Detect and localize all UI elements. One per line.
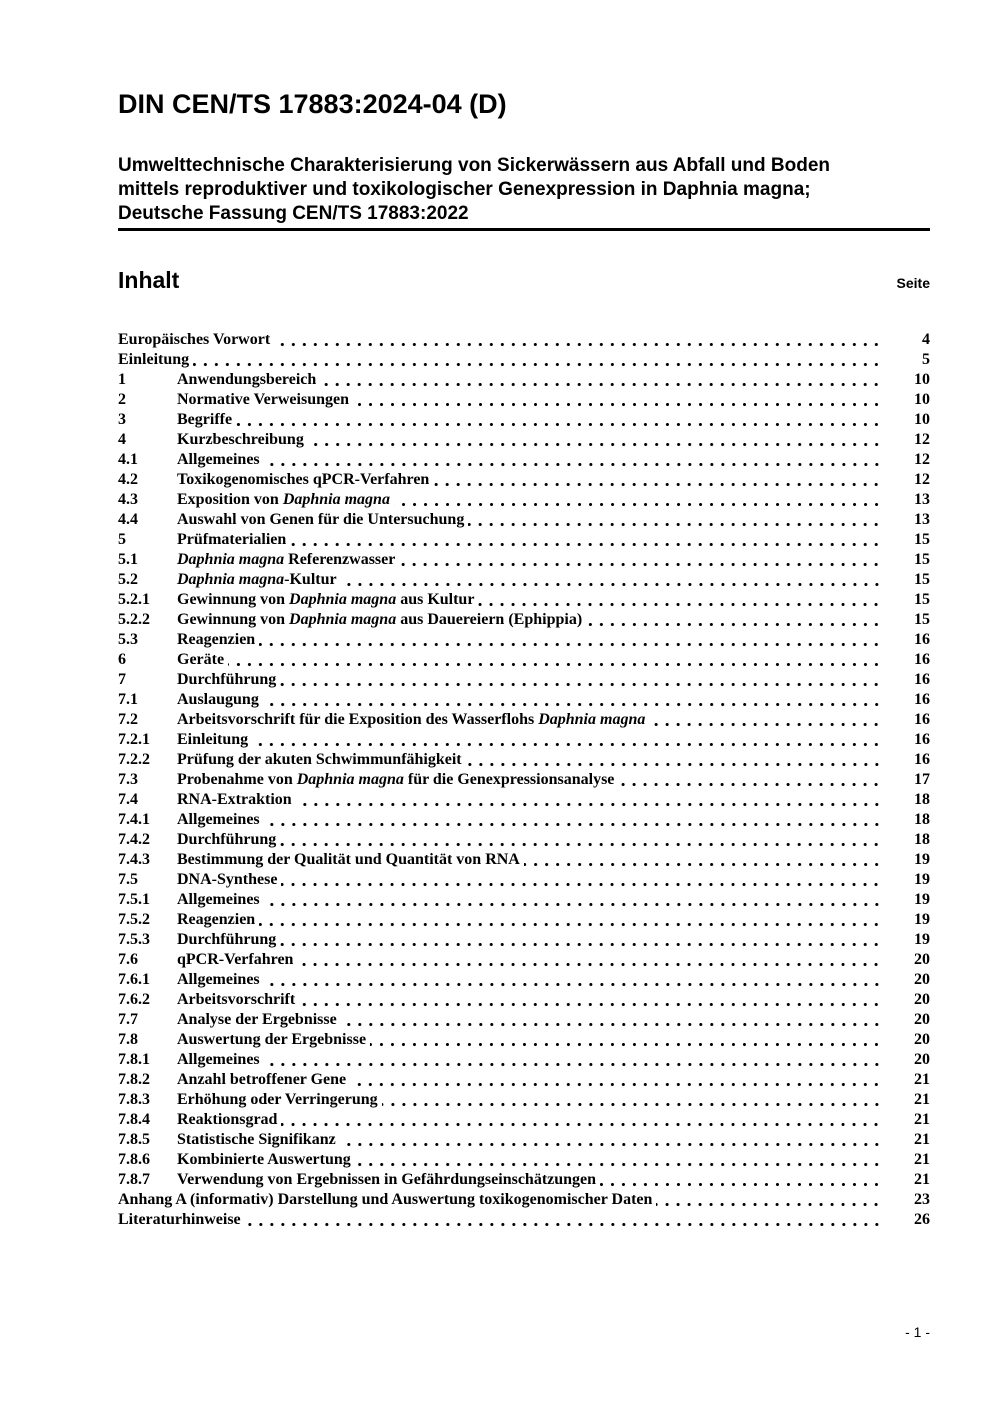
toc-entry-title: Arbeitsvorschrift für die Exposition des Wasserflohs Daphnia magna xyxy=(177,711,646,728)
toc-leader-dots xyxy=(259,630,882,650)
toc-entry-page: 20 xyxy=(914,951,930,968)
toc-entry xyxy=(118,470,930,490)
toc-leader-dots xyxy=(600,1170,882,1190)
toc-entry-number: 7.4 xyxy=(118,791,138,808)
toc-entry-title: Analyse der Ergebnisse xyxy=(177,1011,337,1028)
document-title xyxy=(118,154,930,226)
toc-leader-dots xyxy=(308,430,882,450)
toc-entry-number: 7.4.2 xyxy=(118,831,150,848)
toc-entry-number: 7.8.1 xyxy=(118,1051,150,1068)
toc-leader-dots xyxy=(370,1030,882,1050)
toc-leader-dots xyxy=(259,910,882,930)
toc-heading: Inhalt xyxy=(118,267,180,293)
toc-entry-title: qPCR-Verfahren xyxy=(177,951,294,968)
toc-entry-title: Allgemeines xyxy=(177,971,260,988)
toc-entry-title: Durchführung xyxy=(177,931,277,948)
toc-leader-dots xyxy=(350,1070,882,1090)
toc-entry-number: 7.6.1 xyxy=(118,971,150,988)
toc-entry-page: 21 xyxy=(914,1171,930,1188)
toc-entry-page: 15 xyxy=(914,591,930,608)
toc-entry xyxy=(118,1150,930,1170)
toc-leader-dots xyxy=(281,1110,882,1130)
toc-entry-page: 19 xyxy=(914,891,930,908)
toc-entry-number: 7.8.5 xyxy=(118,1131,150,1148)
toc-entry-page: 15 xyxy=(914,611,930,628)
toc-entry xyxy=(118,850,930,870)
toc-entry-page: 21 xyxy=(914,1091,930,1108)
toc-entry xyxy=(118,370,930,390)
toc-leader-dots xyxy=(280,930,882,950)
toc-leader-dots xyxy=(433,470,882,490)
toc-entry-page: 10 xyxy=(914,411,930,428)
toc-leader-dots xyxy=(466,750,882,770)
toc-entry-number: 7.4.3 xyxy=(118,851,150,868)
toc-entry-title: Allgemeines xyxy=(177,891,260,908)
toc-entry-number: 4.1 xyxy=(118,451,138,468)
toc-entry xyxy=(118,330,930,350)
toc-entry xyxy=(118,1010,930,1030)
toc-entry-title: Durchführung xyxy=(177,831,277,848)
toc-entry-number: 5.1 xyxy=(118,551,138,568)
toc-leader-dots xyxy=(252,730,882,750)
toc-entry-number: 6 xyxy=(118,651,126,668)
toc-entry-number: 7.5 xyxy=(118,871,138,888)
toc-entry-page: 4 xyxy=(922,331,930,348)
toc-entry xyxy=(118,1170,930,1190)
toc-entry-title: Begriffe xyxy=(177,411,233,428)
toc-entry xyxy=(118,1110,930,1130)
toc-entry xyxy=(118,970,930,990)
toc-entry-number: 7.8.6 xyxy=(118,1151,150,1168)
toc-entry xyxy=(118,770,930,790)
toc-list xyxy=(118,330,930,1230)
toc-entry-number: 5 xyxy=(118,531,126,548)
toc-entry-title: Exposition von Daphnia magna xyxy=(177,491,390,508)
toc-entry-page: 20 xyxy=(914,1011,930,1028)
toc-entry xyxy=(118,350,930,370)
toc-entry xyxy=(118,630,930,650)
toc-entry-title: Europäisches Vorwort xyxy=(118,331,271,348)
toc-leader-dots xyxy=(382,1090,882,1110)
toc-entry xyxy=(118,1130,930,1150)
toc-entry-page: 12 xyxy=(914,431,930,448)
toc-entry-title: Bestimmung der Qualität und Quantität von RNA xyxy=(177,851,520,868)
toc-entry-page: 21 xyxy=(914,1131,930,1148)
toc-entry-number: 7.2.1 xyxy=(118,731,150,748)
toc-entry-page: 15 xyxy=(914,551,930,568)
toc-entry-page: 17 xyxy=(914,771,930,788)
toc-leader-dots xyxy=(355,1150,882,1170)
toc-entry xyxy=(118,910,930,930)
toc-entry-page: 18 xyxy=(914,811,930,828)
toc-entry xyxy=(118,890,930,910)
toc-entry-title: Verwendung von Ergebnissen in Gefährdungseinschätzungen xyxy=(177,1171,597,1188)
toc-leader-dots xyxy=(264,1050,882,1070)
toc-entry xyxy=(118,610,930,630)
toc-entry-page: 13 xyxy=(914,491,930,508)
toc-entry-title: Einleitung xyxy=(118,351,190,368)
toc-entry xyxy=(118,870,930,890)
toc-entry-page: 20 xyxy=(914,1031,930,1048)
toc-entry-title: Geräte xyxy=(177,651,225,668)
toc-entry-number: 7.6.2 xyxy=(118,991,150,1008)
toc-entry-title: Prüfung der akuten Schwimmunfähigkeit xyxy=(177,751,462,768)
toc-entry xyxy=(118,450,930,470)
toc-entry-number: 5.2 xyxy=(118,571,138,588)
toc-entry-title: Allgemeines xyxy=(177,1051,260,1068)
toc-entry xyxy=(118,590,930,610)
toc-leader-dots xyxy=(478,590,882,610)
toc-entry-number: 7.8.3 xyxy=(118,1091,150,1108)
toc-leader-dots xyxy=(618,770,882,790)
toc-entry-title: Reagenzien xyxy=(177,911,256,928)
toc-entry xyxy=(118,1090,930,1110)
toc-leader-dots xyxy=(341,570,882,590)
toc-entry-number: 7.5.2 xyxy=(118,911,150,928)
toc-entry-page: 20 xyxy=(914,1051,930,1068)
toc-entry xyxy=(118,1210,930,1230)
toc-entry-title: Literaturhinweise xyxy=(118,1211,241,1228)
toc-entry-page: 18 xyxy=(914,831,930,848)
toc-leader-dots xyxy=(245,1210,882,1230)
toc-entry-number: 4.2 xyxy=(118,471,138,488)
toc-entry xyxy=(118,430,930,450)
toc-entry xyxy=(118,750,930,770)
toc-entry xyxy=(118,1050,930,1070)
toc-entry-number: 7.3 xyxy=(118,771,138,788)
toc-leader-dots xyxy=(468,510,882,530)
toc-leader-dots xyxy=(281,870,882,890)
document-header xyxy=(118,88,930,231)
toc-entry-page: 20 xyxy=(914,971,930,988)
toc-entry-number: 4.3 xyxy=(118,491,138,508)
toc-entry-number: 7.5.3 xyxy=(118,931,150,948)
toc-entry-title: Kurzbeschreibung xyxy=(177,431,304,448)
toc-entry-title: Arbeitsvorschrift xyxy=(177,991,296,1008)
toc-leader-dots xyxy=(228,650,882,670)
toc-leader-dots xyxy=(394,490,882,510)
toc-leader-dots xyxy=(264,890,882,910)
document-title-line: Umwelttechnische Charakterisierung von Sickerwässern aus Abfall und Boden xyxy=(118,155,830,176)
toc-entry-number: 2 xyxy=(118,391,126,408)
toc-entry xyxy=(118,670,930,690)
toc-entry-number: 7 xyxy=(118,671,126,688)
toc-entry-title: Statistische Signifikanz xyxy=(177,1131,336,1148)
toc-entry-title: Gewinnung von Daphnia magna aus Kultur xyxy=(177,591,475,608)
toc-entry-page: 19 xyxy=(914,851,930,868)
toc-entry-title: Gewinnung von Daphnia magna aus Dauereiern (Ephippia) xyxy=(177,611,583,628)
toc-leader-dots xyxy=(280,670,882,690)
toc-leader-dots xyxy=(236,410,882,430)
toc-entry-title: Anwendungsbereich xyxy=(177,371,317,388)
toc-entry xyxy=(118,930,930,950)
toc-entry xyxy=(118,710,930,730)
toc-entry xyxy=(118,950,930,970)
toc-leader-dots xyxy=(299,990,882,1010)
toc-entry-number: 7.2 xyxy=(118,711,138,728)
toc-entry-title: Auswahl von Genen für die Untersuchung xyxy=(177,511,465,528)
toc-entry-number: 7.1 xyxy=(118,691,138,708)
toc-entry xyxy=(118,790,930,810)
toc-entry-title: Allgemeines xyxy=(177,811,260,828)
toc-entry-title: Reaktionsgrad xyxy=(177,1111,278,1128)
toc-entry-page: 18 xyxy=(914,791,930,808)
toc-entry-title: Durchführung xyxy=(177,671,277,688)
toc-entry-page: 16 xyxy=(914,711,930,728)
toc-entry-title: Daphnia magna-Kultur xyxy=(177,571,337,588)
toc-leader-dots xyxy=(399,550,882,570)
toc-entry xyxy=(118,810,930,830)
toc-leader-dots xyxy=(649,710,882,730)
toc-entry-number: 7.8.7 xyxy=(118,1171,150,1188)
toc-entry-number: 3 xyxy=(118,411,126,428)
toc-entry-title: Probenahme von Daphnia magna für die Genexpressionsanalyse xyxy=(177,771,615,788)
toc-entry-number: 7.5.1 xyxy=(118,891,150,908)
toc-entry-title: Toxikogenomisches qPCR-Verfahren xyxy=(177,471,430,488)
toc-entry-number: 4 xyxy=(118,431,126,448)
toc-entry xyxy=(118,570,930,590)
toc-entry-number: 7.6 xyxy=(118,951,138,968)
toc-entry xyxy=(118,410,930,430)
toc-entry-number: 1 xyxy=(118,371,126,388)
page-column-label: Seite xyxy=(896,275,930,291)
toc-leader-dots xyxy=(274,330,882,350)
toc-entry xyxy=(118,990,930,1010)
toc-entry-number: 7.2.2 xyxy=(118,751,150,768)
toc-entry-number: 7.8 xyxy=(118,1031,138,1048)
toc-entry xyxy=(118,1190,930,1210)
toc-entry xyxy=(118,1070,930,1090)
toc-leader-dots xyxy=(656,1190,882,1210)
document-title-line: Deutsche Fassung CEN/TS 17883:2022 xyxy=(118,203,469,224)
toc-entry-page: 10 xyxy=(914,371,930,388)
toc-leader-dots xyxy=(586,610,882,630)
page-footer xyxy=(118,1324,930,1340)
toc-leader-dots xyxy=(290,530,882,550)
toc-entry-title: Einleitung xyxy=(177,731,249,748)
toc-leader-dots xyxy=(264,970,882,990)
toc-entry-number: 7.4.1 xyxy=(118,811,150,828)
toc-entry xyxy=(118,1030,930,1050)
toc-entry xyxy=(118,390,930,410)
toc-entry-number: 5.2.2 xyxy=(118,611,150,628)
toc-leader-dots xyxy=(296,790,882,810)
toc-entry-page: 20 xyxy=(914,991,930,1008)
toc-entry-page: 23 xyxy=(914,1191,930,1208)
toc-entry-number: 7.8.4 xyxy=(118,1111,150,1128)
toc-entry-number: 7.7 xyxy=(118,1011,138,1028)
toc-entry xyxy=(118,510,930,530)
toc-entry xyxy=(118,690,930,710)
toc-entry-page: 15 xyxy=(914,531,930,548)
page-number-indicator: - 1 - xyxy=(905,1324,930,1340)
toc-leader-dots xyxy=(340,1130,882,1150)
toc-entry-title: DNA-Synthese xyxy=(177,871,278,888)
toc-leader-dots xyxy=(193,350,882,370)
toc-entry xyxy=(118,490,930,510)
toc-leader-dots xyxy=(341,1010,882,1030)
toc-entry-page: 5 xyxy=(922,351,930,368)
toc-entry xyxy=(118,730,930,750)
toc-entry-page: 10 xyxy=(914,391,930,408)
toc-entry-title: Auslaugung xyxy=(177,691,259,708)
toc-entry-page: 21 xyxy=(914,1151,930,1168)
toc-leader-dots xyxy=(320,370,882,390)
toc-entry-page: 12 xyxy=(914,451,930,468)
toc-entry-page: 16 xyxy=(914,751,930,768)
toc-entry-page: 21 xyxy=(914,1111,930,1128)
toc-entry-title: Daphnia magna Referenzwasser xyxy=(177,551,396,568)
toc-entry-page: 21 xyxy=(914,1071,930,1088)
document-title-line: mittels reproduktiver und toxikologischer Genexpression in Daphnia magna; xyxy=(118,179,811,200)
toc-entry-title: Erhöhung oder Verringerung xyxy=(177,1091,378,1108)
toc-entry-title: Prüfmaterialien xyxy=(177,531,287,548)
toc-entry-page: 16 xyxy=(914,671,930,688)
toc-entry-page: 19 xyxy=(914,911,930,928)
toc-entry-title: Anzahl betroffener Gene xyxy=(177,1071,347,1088)
toc-header xyxy=(118,266,930,297)
toc-entry xyxy=(118,550,930,570)
toc-entry-page: 19 xyxy=(914,931,930,948)
toc-entry xyxy=(118,650,930,670)
toc-entry-title: RNA-Extraktion xyxy=(177,791,292,808)
toc-entry-number: 7.8.2 xyxy=(118,1071,150,1088)
toc-leader-dots xyxy=(353,390,882,410)
toc-entry-page: 15 xyxy=(914,571,930,588)
toc-entry-page: 16 xyxy=(914,731,930,748)
toc-entry-page: 19 xyxy=(914,871,930,888)
toc-entry-title: Auswertung der Ergebnisse xyxy=(177,1031,367,1048)
header-rule xyxy=(118,228,930,231)
toc-entry-title: Kombinierte Auswertung xyxy=(177,1151,351,1168)
toc-leader-dots xyxy=(297,950,882,970)
toc-leader-dots xyxy=(264,810,882,830)
toc-entry-page: 13 xyxy=(914,511,930,528)
toc-entry-number: 5.3 xyxy=(118,631,138,648)
toc-entry-page: 12 xyxy=(914,471,930,488)
toc-entry-title: Anhang A (informativ) Darstellung und Auswertung toxikogenomischer Daten xyxy=(118,1191,653,1208)
standard-code: DIN CEN/TS 17883:2024-04 (D) xyxy=(118,89,507,119)
toc-entry-page: 16 xyxy=(914,631,930,648)
toc-entry xyxy=(118,530,930,550)
toc-entry-page: 26 xyxy=(914,1211,930,1228)
toc-entry-page: 16 xyxy=(914,691,930,708)
toc-entry xyxy=(118,830,930,850)
toc-entry-page: 16 xyxy=(914,651,930,668)
toc-entry-title: Normative Verweisungen xyxy=(177,391,349,408)
toc-leader-dots xyxy=(280,830,882,850)
toc-entry-title: Allgemeines xyxy=(177,451,260,468)
toc-entry-title: Reagenzien xyxy=(177,631,256,648)
toc-leader-dots xyxy=(264,450,882,470)
toc-entry-number: 5.2.1 xyxy=(118,591,150,608)
toc-entry-number: 4.4 xyxy=(118,511,138,528)
toc-leader-dots xyxy=(263,690,882,710)
toc-leader-dots xyxy=(524,850,882,870)
